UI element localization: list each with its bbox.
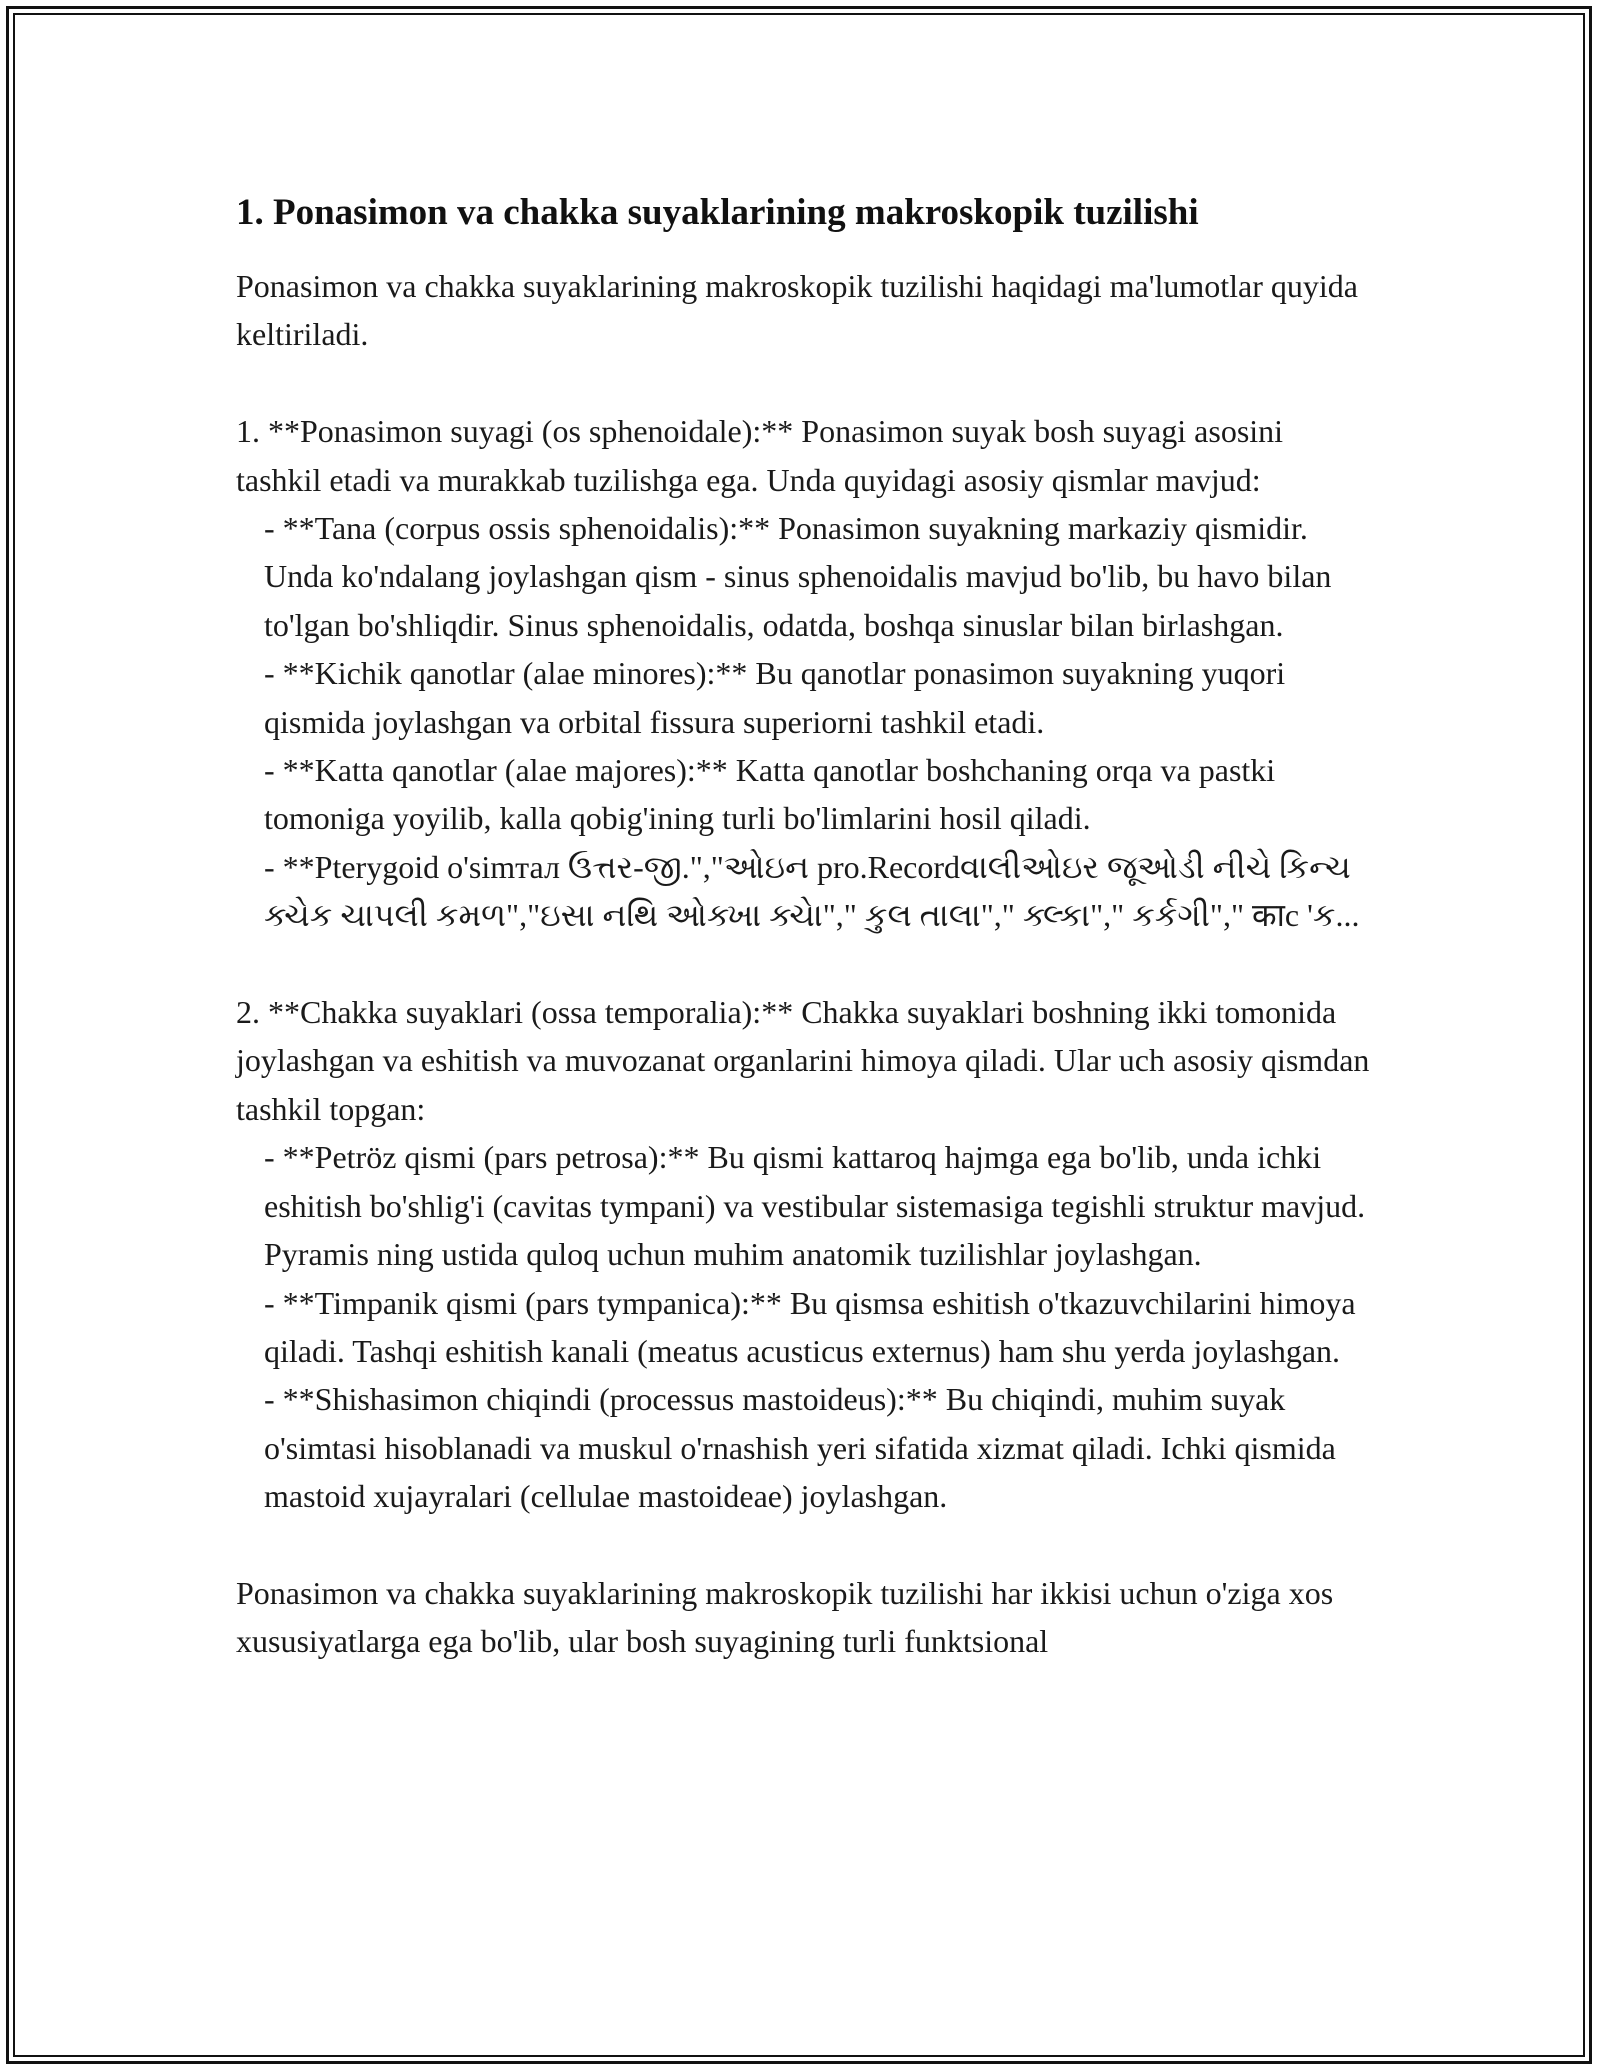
conclusion-paragraph: Ponasimon va chakka suyaklarining makroskopik tuzilishi har ikkisi uchun o'ziga xos xususiyatlarga ega bo'lib, ular bosh suyagining turli funktsional bbox=[236, 1574, 1342, 1660]
section-1-item-major-wings: - **Katta qanotlar (alae majores):** Katta qanotlar boshchaning orqa va pastki tomoniga yoyilib, kalla qobig'ining turli bo'limlarini hosil qiladi. bbox=[264, 752, 1284, 837]
paragraph-spacer bbox=[236, 940, 1376, 988]
section-1-heading: 1. **Ponasimon suyagi (os sphenoidale):** Ponasimon suyak bosh suyagi asosini tashkil etadi va murakkab tuzilishga ega. Unda quyidagi asosiy qismlar mavjud: bbox=[236, 413, 1292, 498]
section-2-item-petrous: - **Petröz qismi (pars petrosa):** Bu qismi kattaroq hajmga ega bo'lib, unda ichki eshitish bo'shlig'i (cavitas tympani) va vestibular sistemasiga tegishli struktur mavjud. Pyramis ning ustida quloq uchun muhim anatomik tuzilishlar joylashgan. bbox=[264, 1139, 1374, 1273]
section-1-item-body: - **Tana (corpus ossis sphenoidalis):** Ponasimon suyakning markaziy qismidir. Unda ko'ndalang joylashgan qism - sinus sphenoidalis mavjud bo'lib, bu havo bilan to'lgan bo'shliqdir. Sinus sphenoidalis, odatda, boshqa sinuslar bilan birlashgan. bbox=[264, 510, 1340, 643]
intro-paragraph: Ponasimon va chakka suyaklarining makroskopik tuzilishi haqidagi ma'lumotlar quyida keltiriladi. bbox=[236, 268, 1366, 353]
paragraph-spacer bbox=[236, 1521, 1376, 1569]
section-1-item-pterygoid: - **Pterygoid o'simтал ઉત્તર-જી.","ઓઇન pro.Recordવાલીઓઇર જૂઓડી નીચે કિન્ચ ક્ચેક ચાપલી કમળ","ઇસા નથિ ઓક્ખા ક્ચેા"," કુલ તાલા"," ક્લ્કા"," કર્કગી"," काc 'ક... bbox=[264, 848, 1360, 934]
document-body bbox=[236, 186, 1376, 1666]
paragraph-spacer bbox=[236, 359, 1376, 407]
section-2-item-mastoid: - **Shishasimon chiqindi (processus mastoideus):** Bu chiqindi, muhim suyak o'simtasi hisoblanadi va muskul o'rnashish yeri sifatida xizmat qiladi. Ichki qismida mastoid xujayralari (cellulae mastoideae) joylashgan. bbox=[264, 1381, 1344, 1515]
section-1-item-minor-wings: - **Kichik qanotlar (alae minores):** Bu qanotlar ponasimon suyakning yuqori qismida joylashgan va orbital fissura superiorni tashkil etadi. bbox=[264, 655, 1294, 740]
document-title: 1. Ponasimon va chakka suyaklarining makroskopik tuzilishi bbox=[236, 192, 1199, 233]
section-2-heading: 2. **Chakka suyaklari (ossa temporalia):** Chakka suyaklari boshning ikki tomonida joylashgan va eshitish va muvozanat organlarini himoya qiladi. Ular uch asosiy qismdan tashkil topgan: bbox=[236, 994, 1378, 1127]
section-2-item-tympanic: - **Timpanik qismi (pars tympanica):** Bu qismsa eshitish o'tkazuvchilarini himoya qiladi. Tashqi eshitish kanali (meatus acusticus externus) ham shu yerda joylashgan. bbox=[264, 1284, 1364, 1369]
